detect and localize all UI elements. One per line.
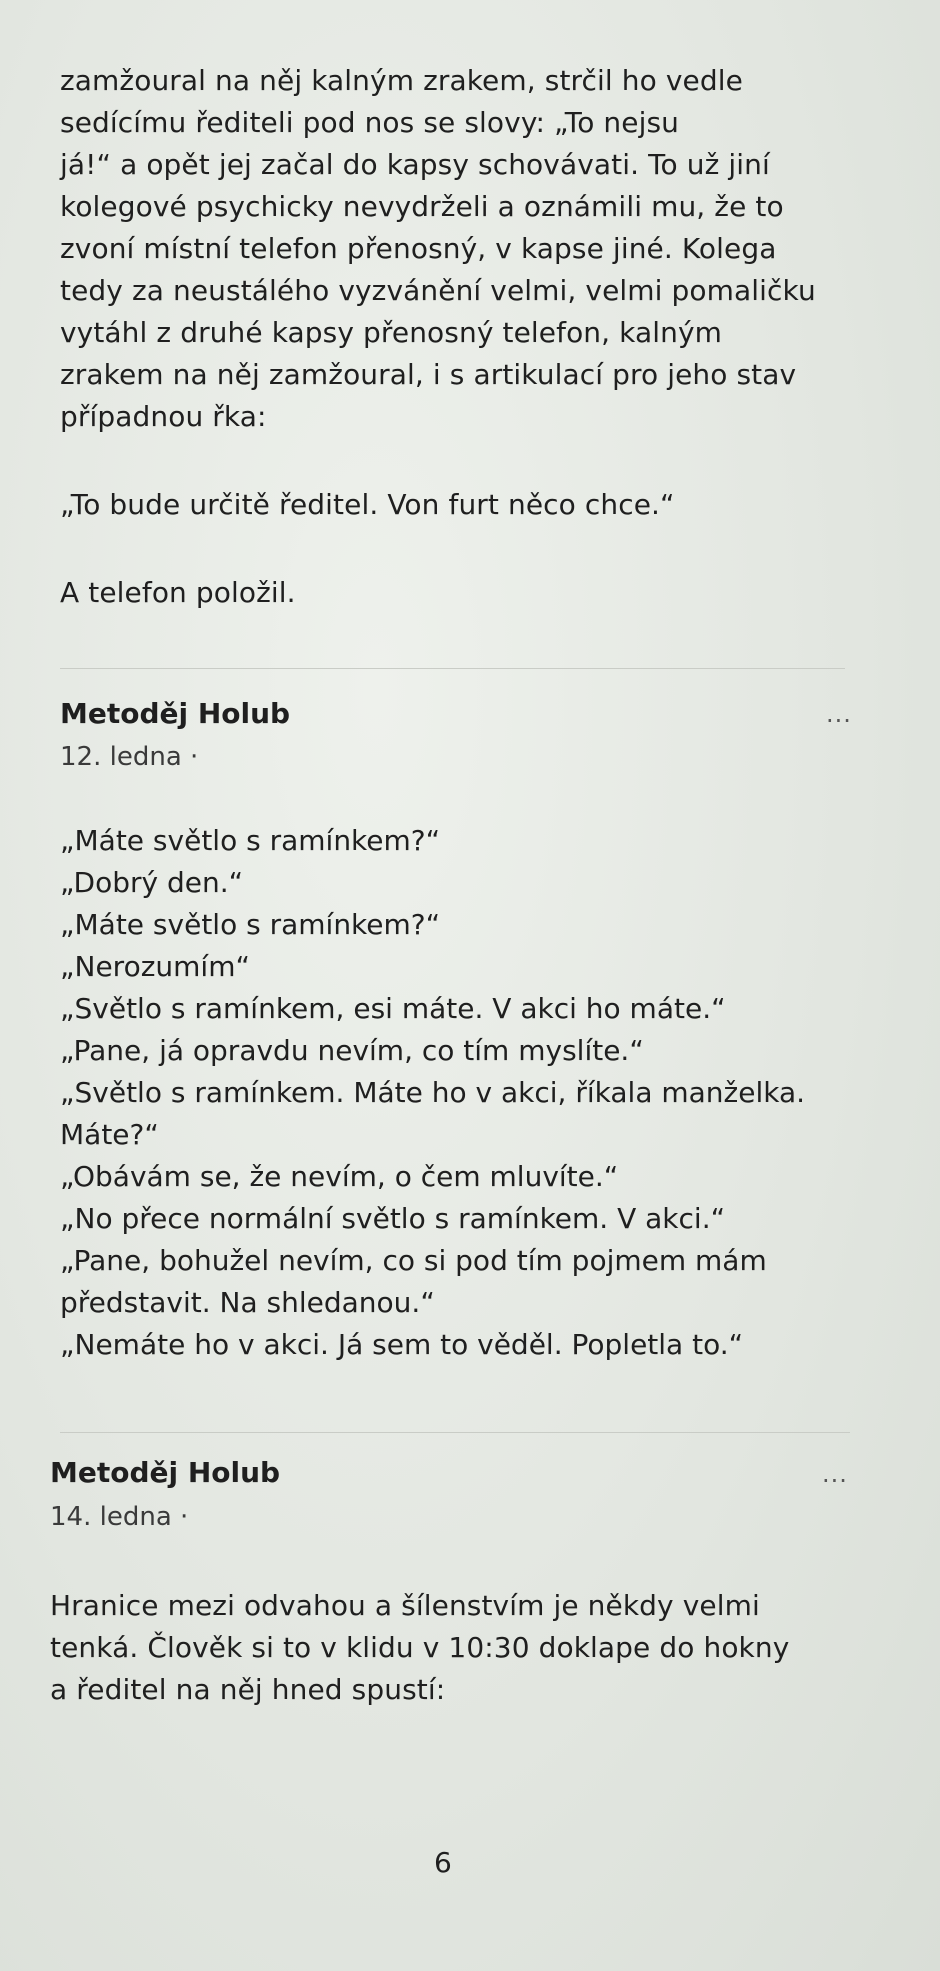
post-body-continued: [60, 60, 880, 614]
dialog-line: „Obávám se, že nevím, o čem mluvíte.“: [60, 1160, 619, 1193]
dialog-line: „Nerozumím“: [60, 950, 250, 983]
dialog-line: „Dobrý den.“: [60, 866, 244, 899]
text-line: tedy za neustálého vyzvánění velmi, velmi pomaličku: [60, 274, 816, 307]
dialog-line: „Máte světlo s ramínkem?“: [60, 908, 441, 941]
post-date[interactable]: 12. ledna ·: [60, 742, 199, 772]
text-line: kolegové psychicky nevydrželi a oznámili mu, že to: [60, 190, 784, 223]
paragraph-gap: [60, 438, 880, 484]
post-author[interactable]: Metoděj Holub: [50, 1456, 281, 1489]
dialog-line: „No přece normální světlo s ramínkem. V akci.“: [60, 1202, 726, 1235]
post-body: [50, 1585, 870, 1711]
dialog-line: „Světlo s ramínkem. Máte ho v akci, říkala manželka.: [60, 1076, 806, 1109]
text-line: tenká. Člověk si to v klidu v 10:30 doklape do hokny: [50, 1631, 790, 1664]
text-line: zamžoural na něj kalným zrakem, strčil ho vedle: [60, 64, 743, 97]
more-options-icon[interactable]: ...: [822, 1460, 848, 1488]
text-line: zrakem na něj zamžoural, i s artikulací pro jeho stav: [60, 358, 797, 391]
post-divider: [60, 668, 845, 669]
post-author[interactable]: Metoděj Holub: [60, 697, 291, 730]
ending-line: A telefon položil.: [60, 576, 296, 609]
text-line: sedícímu řediteli pod nos se slovy: „To nejsu: [60, 106, 680, 139]
more-options-icon[interactable]: ...: [826, 700, 852, 728]
dialog-line: „Máte světlo s ramínkem?“: [60, 824, 441, 857]
dialog-line: „Světlo s ramínkem, esi máte. V akci ho máte.“: [60, 992, 726, 1025]
dialog-line: „Nemáte ho v akci. Já sem to věděl. Popletla to.“: [60, 1328, 744, 1361]
text-line: vytáhl z druhé kapsy přenosný telefon, kalným: [60, 316, 722, 349]
text-line: a ředitel na něj hned spustí:: [50, 1673, 446, 1706]
text-line: zvoní místní telefon přenosný, v kapse jiné. Kolega: [60, 232, 777, 265]
dialog-line: představit. Na shledanou.“: [60, 1286, 435, 1319]
text-line: já!“ a opět jej začal do kapsy schovávati. To už jiní: [60, 148, 770, 181]
post-body: [60, 820, 890, 1366]
post-date[interactable]: 14. ledna ·: [50, 1502, 189, 1532]
text-line: případnou řka:: [60, 400, 267, 433]
page-number: 6: [434, 1846, 452, 1879]
dialog-line: „Pane, já opravdu nevím, co tím myslíte.“: [60, 1034, 644, 1067]
dialog-line: Máte?“: [60, 1118, 159, 1151]
quote-line: „To bude určitě ředitel. Von furt něco chce.“: [60, 488, 675, 521]
post-divider: [60, 1432, 850, 1433]
text-line: Hranice mezi odvahou a šílenstvím je někdy velmi: [50, 1589, 760, 1622]
dialog-line: „Pane, bohužel nevím, co si pod tím pojmem mám: [60, 1244, 767, 1277]
paragraph-gap: [60, 526, 880, 572]
